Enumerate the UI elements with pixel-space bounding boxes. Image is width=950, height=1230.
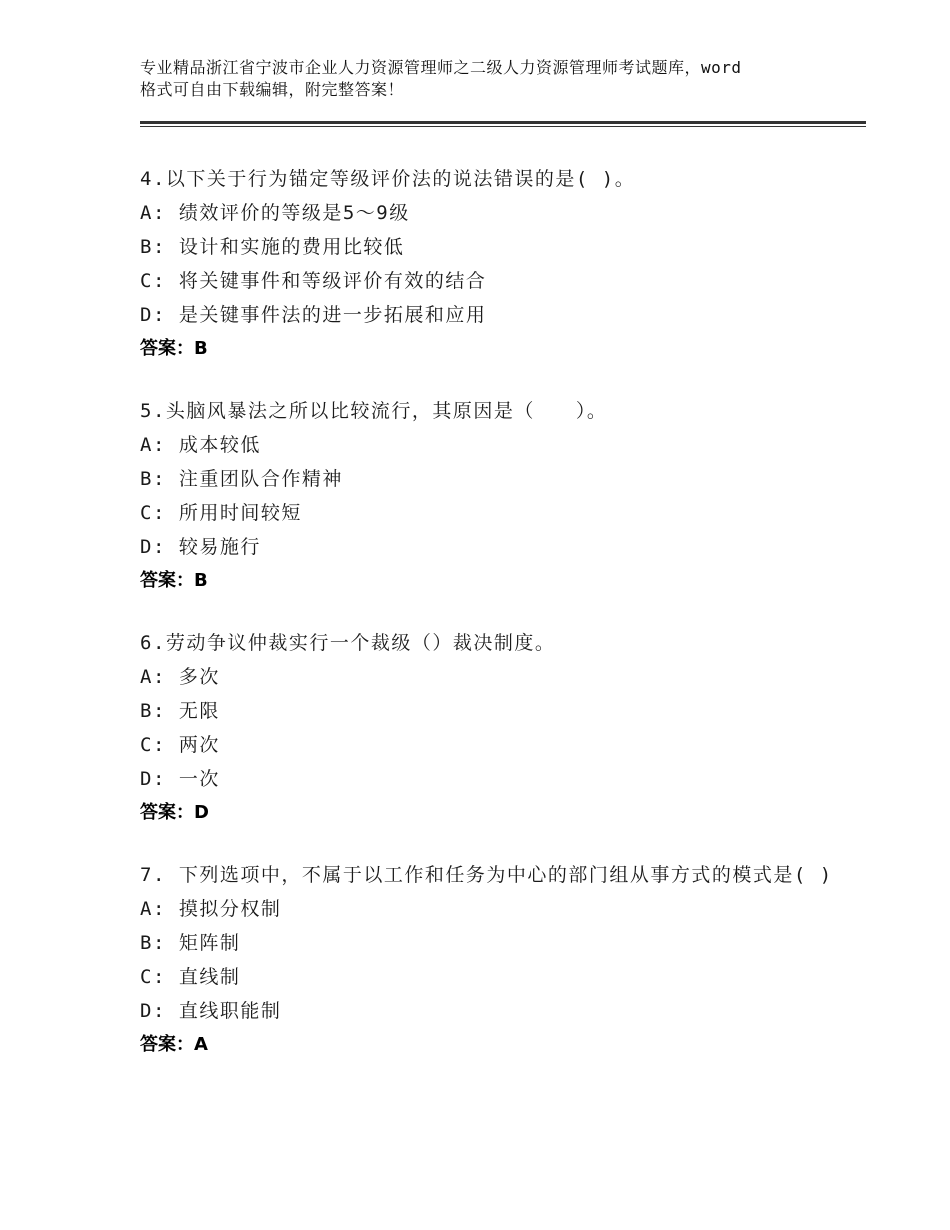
question-stem: 6.劳动争议仲裁实行一个裁级（）裁决制度。 [140,632,556,654]
option-d: D: 直线职能制 [140,1000,282,1022]
option-d: D: 较易施行 [140,536,261,558]
option-a: A: 绩效评价的等级是5～9级 [140,202,410,224]
option-b: B: 注重团队合作精神 [140,468,343,490]
answer-label: 答案：B [140,570,208,591]
header-divider-thick [140,121,866,124]
question-stem: 7. 下列选项中，不属于以工作和任务为中心的部门组从事方式的模式是( ) [140,864,833,886]
question-4 [140,162,840,366]
answer-label: 答案：B [140,338,208,359]
option-b: B: 无限 [140,700,220,722]
document-header [140,57,840,101]
option-a: A: 成本较低 [140,434,261,456]
answer-label: 答案：D [140,802,209,823]
option-d: D: 一次 [140,768,220,790]
question-list [140,162,840,1090]
option-a: A: 摸拟分权制 [140,898,282,920]
question-6 [140,626,840,830]
question-stem: 4.以下关于行为锚定等级评价法的说法错误的是( )。 [140,168,636,190]
question-5 [140,394,840,598]
option-c: C: 所用时间较短 [140,502,302,524]
option-c: C: 两次 [140,734,220,756]
header-divider-thin [140,126,866,127]
answer-label: 答案：A [140,1034,208,1055]
option-b: B: 设计和实施的费用比较低 [140,236,405,258]
option-b: B: 矩阵制 [140,932,241,954]
option-a: A: 多次 [140,666,220,688]
question-7 [140,858,840,1062]
question-stem: 5.头脑风暴法之所以比较流行，其原因是（ ）。 [140,400,608,422]
option-c: C: 直线制 [140,966,241,988]
option-d: D: 是关键事件法的进一步拓展和应用 [140,304,487,326]
option-c: C: 将关键事件和等级评价有效的结合 [140,270,487,292]
header-line-1: 专业精品浙江省宁波市企业人力资源管理师之二级人力资源管理师考试题库，word [140,58,742,77]
header-line-2: 格式可自由下载编辑，附完整答案！ [140,80,405,99]
